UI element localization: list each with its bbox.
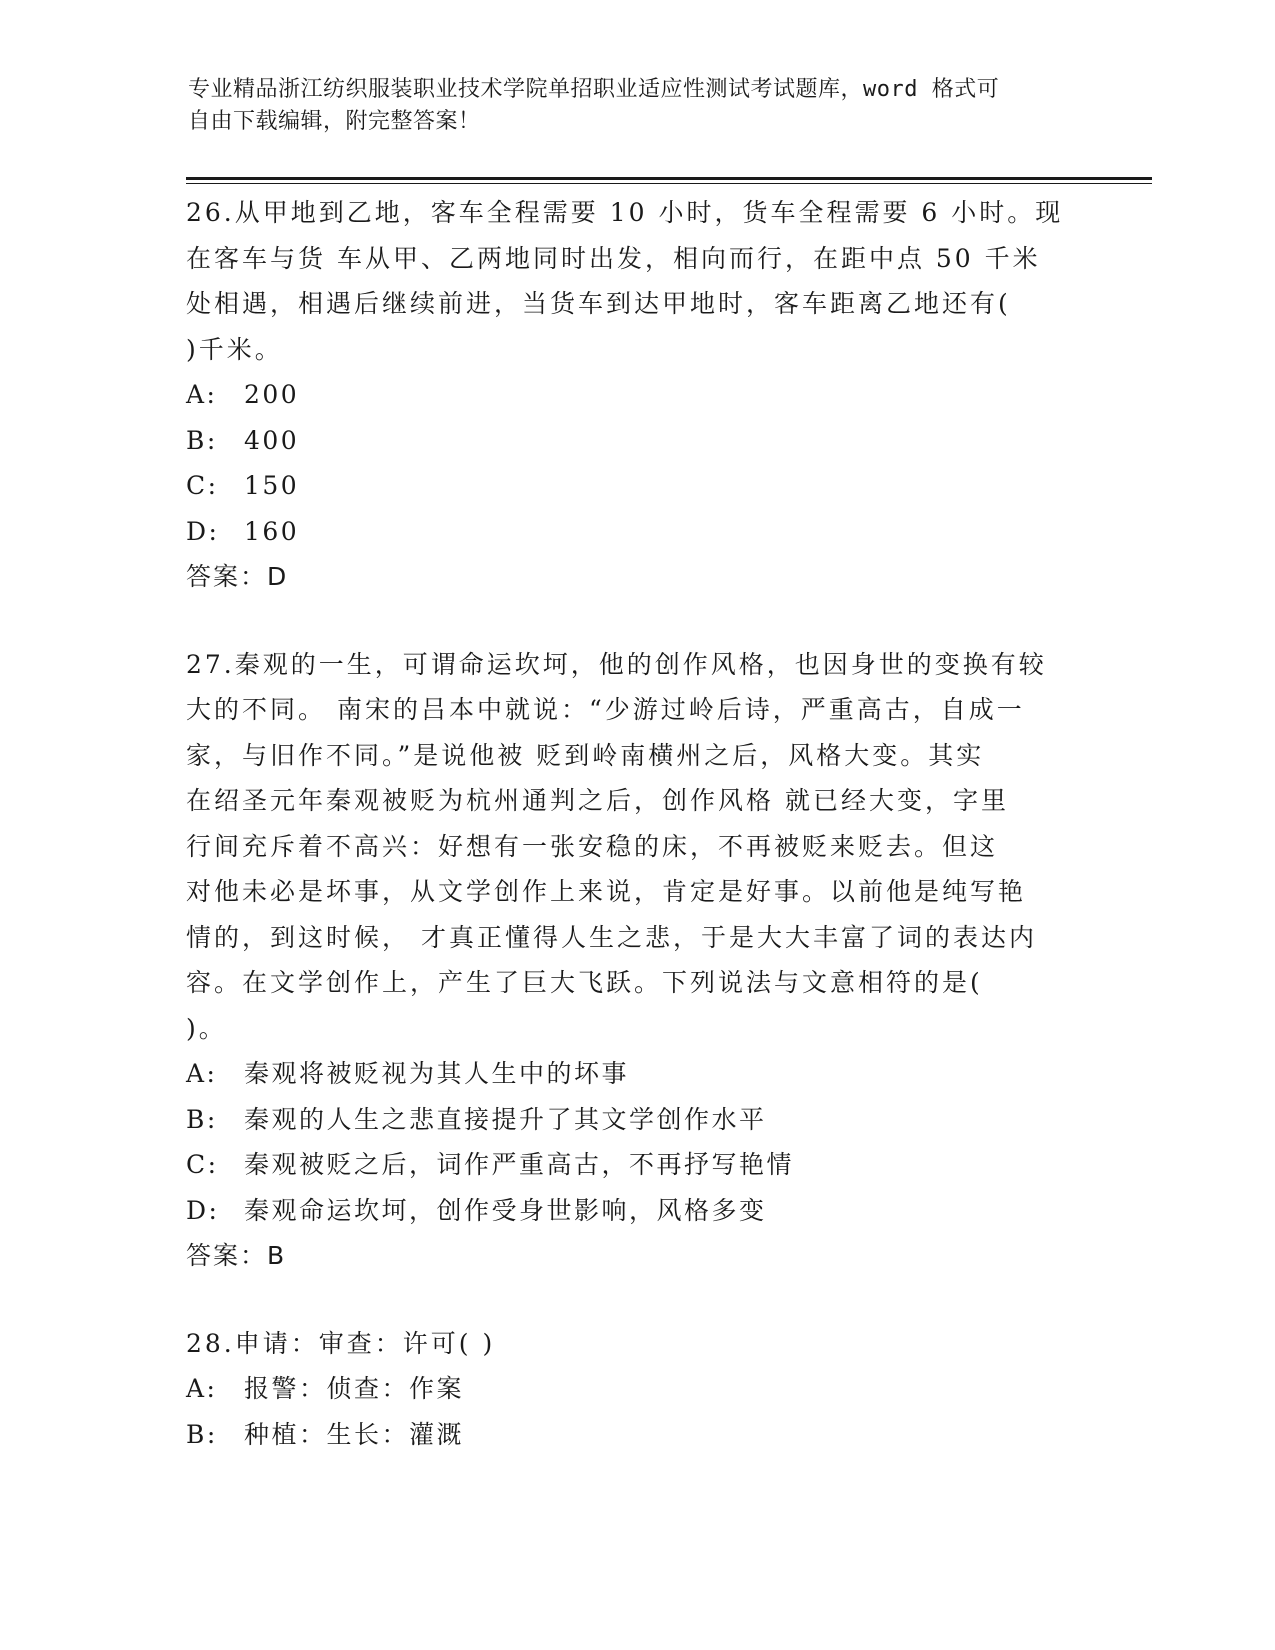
option-b bbox=[186, 1097, 1086, 1143]
option-b bbox=[186, 418, 1086, 464]
option-text: 报警：侦查：作案 bbox=[244, 1374, 465, 1403]
option-a bbox=[186, 1366, 1086, 1412]
stem-line: 在绍圣元年秦观被贬为杭州通判之后，创作风格 就已经大变，字里 bbox=[186, 786, 1009, 815]
stem-line: 26.从甲地到乙地，客车全程需要 10 小时，货车全程需要 6 小时。现 bbox=[186, 198, 1064, 227]
option-letter: A: bbox=[186, 1374, 218, 1403]
document-header bbox=[188, 74, 1068, 138]
header-line-2: 自由下载编辑，附完整答案！ bbox=[188, 109, 481, 134]
answer-label: 答案：D bbox=[186, 562, 289, 591]
option-text: 160 bbox=[244, 516, 300, 546]
spacer bbox=[186, 1279, 1086, 1321]
stem-line: 处相遇，相遇后继续前进，当货车到达甲地时，客车距离乙地还有( bbox=[186, 289, 1011, 318]
option-text: 400 bbox=[244, 425, 300, 455]
stem-line: 27.秦观的一生，可谓命运坎坷，他的创作风格，也因身世的变换有较 bbox=[186, 649, 1047, 679]
option-text: 150 bbox=[244, 471, 300, 500]
option-text: 秦观将被贬视为其人生中的坏事 bbox=[244, 1059, 630, 1088]
option-letter: B: bbox=[186, 1104, 218, 1134]
answer-label: 答案：B bbox=[186, 1241, 287, 1270]
stem-line: )。 bbox=[186, 1013, 227, 1043]
question-stem bbox=[186, 642, 1086, 1052]
option-letter: A: bbox=[186, 1059, 218, 1088]
option-letter: A: bbox=[186, 380, 218, 409]
stem-line: 大的不同。 南宋的吕本中就说：“少游过岭后诗，严重高古，自成一 bbox=[186, 695, 1025, 724]
stem-line: 容。在文学创作上，产生了巨大飞跃。下列说法与文意相符的是( bbox=[186, 968, 983, 997]
option-text: 秦观被贬之后，词作严重高古，不再抒写艳情 bbox=[244, 1150, 795, 1179]
question-28 bbox=[186, 1321, 1086, 1458]
option-text: 种植：生长：灌溉 bbox=[244, 1419, 465, 1449]
spacer bbox=[186, 600, 1086, 642]
stem-line: 28.申请：审查：许可( ) bbox=[186, 1328, 496, 1358]
question-27 bbox=[186, 642, 1086, 1279]
option-text: 秦观的人生之悲直接提升了其文学创作水平 bbox=[244, 1104, 767, 1134]
option-d bbox=[186, 1188, 1086, 1234]
option-c bbox=[186, 463, 1086, 509]
questions-list bbox=[186, 190, 1086, 1457]
option-a bbox=[186, 1051, 1086, 1097]
option-b bbox=[186, 1412, 1086, 1458]
stem-line: 家，与旧作不同。”是说他被 贬到岭南横州之后，风格大变。其实 bbox=[186, 740, 985, 770]
stem-line: 行间充斥着不高兴：好想有一张安稳的床，不再被贬来贬去。但这 bbox=[186, 831, 999, 861]
option-a bbox=[186, 372, 1086, 418]
stem-line: )千米。 bbox=[186, 334, 283, 364]
option-letter: C: bbox=[186, 471, 219, 500]
question-stem bbox=[186, 1321, 1086, 1367]
question-26 bbox=[186, 190, 1086, 600]
stem-line: 对他未必是坏事，从文学创作上来说，肯定是好事。以前他是纯写艳 bbox=[186, 877, 1027, 906]
question-stem bbox=[186, 190, 1086, 372]
stem-line: 在客车与货 车从甲、乙两地同时出发，相向而行，在距中点 50 千米 bbox=[186, 243, 1041, 273]
stem-line: 情的，到这时候， 才真正懂得人生之悲，于是大大丰富了词的表达内 bbox=[186, 922, 1037, 952]
header-line-1: 专业精品浙江纺织服装职业技术学院单招职业适应性测试考试题库，word 格式可 bbox=[188, 77, 1000, 102]
option-letter: C: bbox=[186, 1150, 219, 1179]
option-letter: B: bbox=[186, 425, 218, 455]
option-c bbox=[186, 1142, 1086, 1188]
option-d bbox=[186, 509, 1086, 555]
option-text: 秦观命运坎坷，创作受身世影响，风格多变 bbox=[244, 1195, 767, 1225]
option-letter: D: bbox=[186, 1195, 220, 1225]
header-rule-thin bbox=[186, 183, 1152, 184]
option-letter: D: bbox=[186, 516, 220, 546]
header-rule-thick bbox=[186, 177, 1152, 180]
option-text: 200 bbox=[244, 380, 300, 409]
option-letter: B: bbox=[186, 1419, 218, 1449]
